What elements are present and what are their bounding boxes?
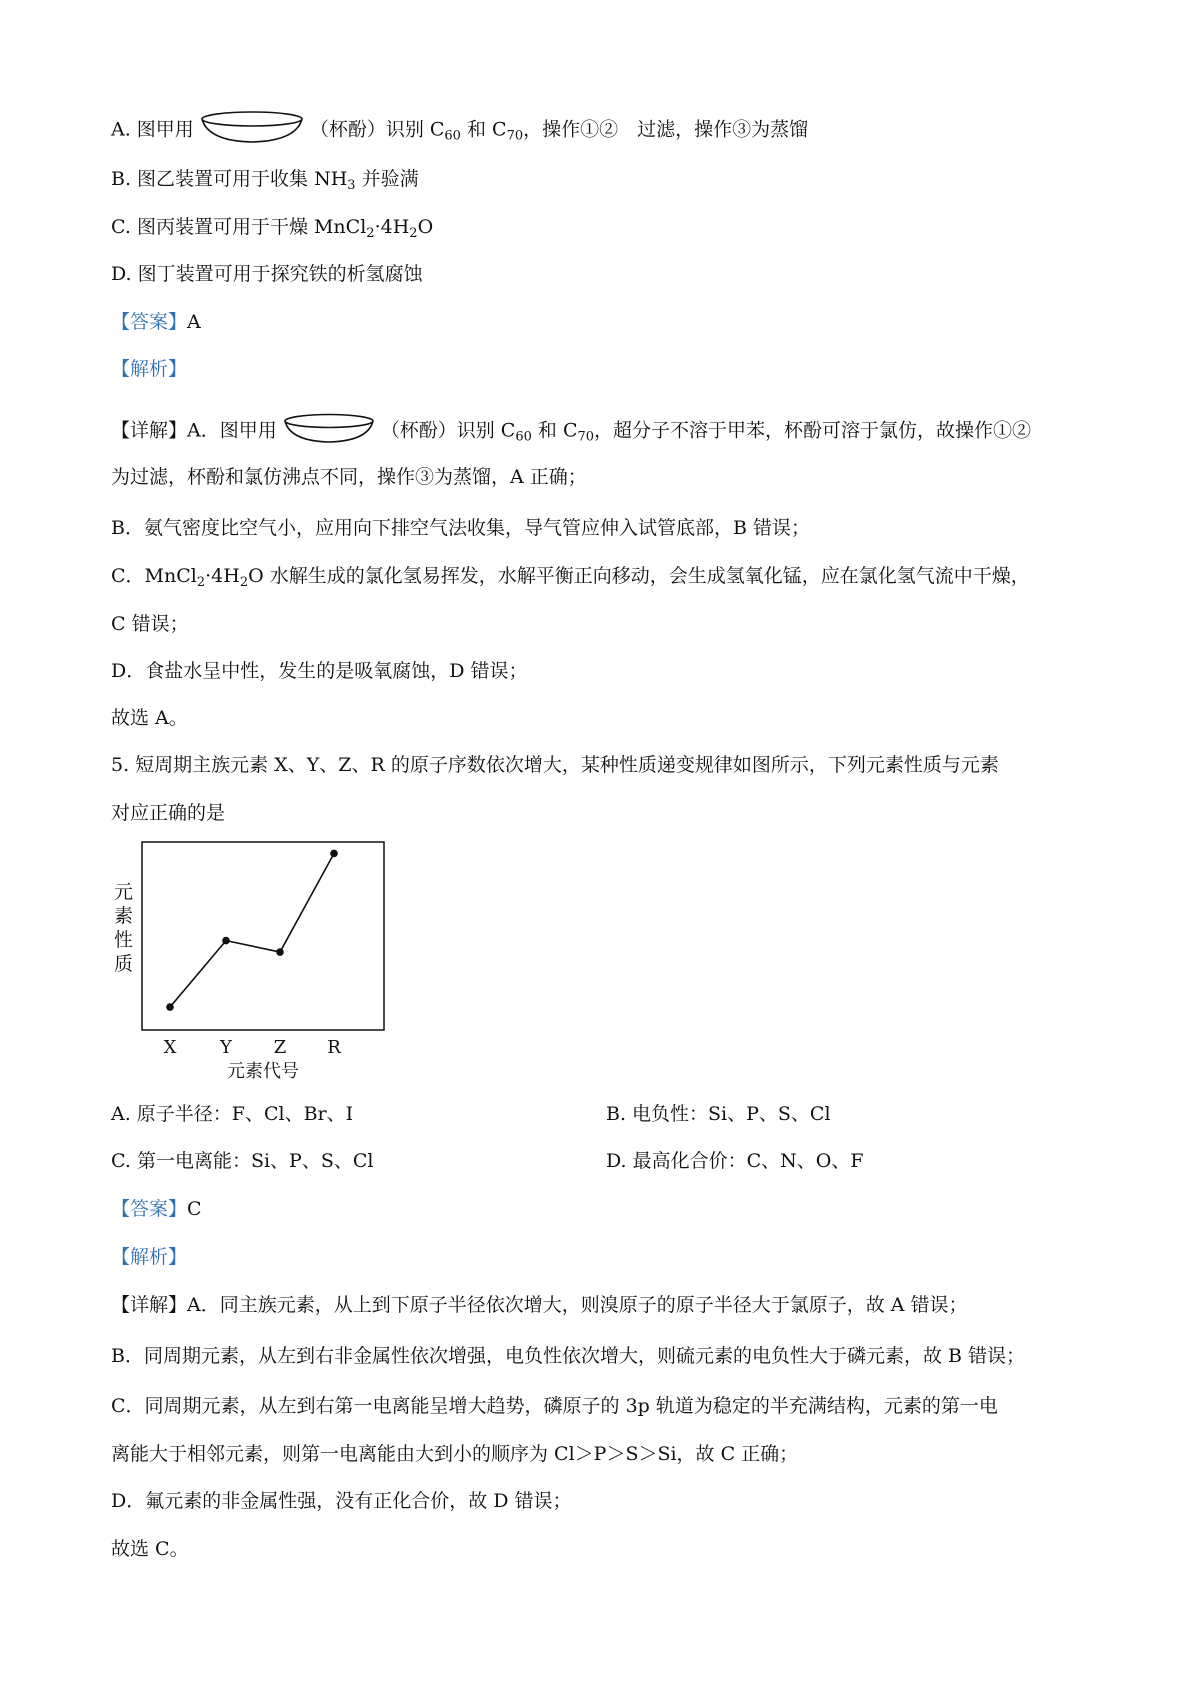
q4-detail-line-5: C 错误； [111, 613, 189, 635]
y-axis-label-char: 素 [114, 905, 134, 927]
data-point-X [166, 1003, 174, 1011]
q4-detail-line-6: D．食盐水呈中性，发生的是吸氧腐蚀，D 错误； [111, 660, 528, 682]
plot-frame [142, 842, 384, 1030]
y-axis-label-char: 质 [114, 953, 134, 975]
y-axis-label-char: 性 [114, 929, 134, 951]
answer-label: 【答案】 [111, 1198, 188, 1220]
q4-detail-line-3: B．氨气密度比空气小，应用向下排空气法收集，导气管应伸入试管底部，B 错误； [111, 517, 810, 539]
q4-option-a: A. 图甲用 （杯酚）识别 $C_{60}$ 和 $C_{70}$，操作①② 过滤，操作③为蒸馏 [111, 109, 808, 152]
q5-detail-line-4: 离能大于相邻元素，则第一电离能由大到小的顺序为 Cl＞P＞S＞Si，故 C 正确； [111, 1443, 799, 1465]
data-point-Z [276, 948, 284, 956]
q4-detail-line-1: 【详解】A．图甲用 （杯酚）识别 $C_{60}$ 和 $C_{70}$，超分子不溶于甲苯，杯酚可溶于氯仿，故操作①② [111, 411, 1031, 452]
q5-answer [111, 1196, 202, 1222]
data-point-R [330, 850, 338, 858]
answer-value: C [187, 1198, 202, 1220]
q4-option-b: B. 图乙装置可用于收集 $NH_3$ 并验满 [111, 168, 419, 193]
element-property-chart [108, 838, 408, 1083]
series-polyline [170, 853, 334, 1007]
q5-option-d: D. 最高化合价：C、N、O、F [606, 1150, 864, 1172]
q5-stem-line-1: 5. 短周期主族元素 X、Y、Z、R 的原子序数依次增大，某种性质递变规律如图所示，下列元素性质与元素 [111, 754, 999, 776]
q4-detail-line-4: C．$MnCl_2\cdot 4H_2O$ 水解生成的氯化氢易挥发，水解平衡正向移动，会生成氢氧化锰，应在氯化氢气流中干燥， [111, 565, 1030, 590]
q4-analysis-label: 【解析】 [111, 358, 188, 380]
q5-detail-line-6: 故选 C。 [111, 1538, 189, 1560]
q4-detail-line-2: 为过滤，杯酚和氯仿沸点不同，操作③为蒸馏，A 正确； [111, 466, 587, 488]
q4-answer [111, 309, 201, 335]
x-tick-label: Y [220, 1037, 232, 1058]
data-point-Y [222, 937, 230, 945]
x-tick-label: X [163, 1037, 177, 1058]
q5-stem-line-2: 对应正确的是 [111, 802, 226, 824]
series-line [166, 850, 338, 1011]
q5-detail-line-3: C．同周期元素，从左到右第一电离能呈增大趋势，磷原子的 3p 轨道为稳定的半充满结构，元素的第一电 [111, 1395, 998, 1417]
x-tick-labels [164, 1037, 342, 1058]
q5-option-c: C. 第一电离能：Si、P、S、Cl [111, 1150, 374, 1172]
y-axis-label-char: 元 [114, 881, 134, 903]
y-axis-label [114, 881, 133, 975]
q4-option-c: C. 图丙装置可用于干燥 $MnCl_2\cdot 4H_2O$ [111, 216, 434, 241]
calixarene-cup-icon [198, 109, 306, 152]
x-tick-label: Z [273, 1037, 287, 1058]
q5-detail-line-2: B．同周期元素，从左到右非金属性依次增强，电负性依次增大，则硫元素的电负性大于磷元素，故 B 错误； [111, 1345, 1026, 1367]
q4-detail-line-7: 故选 A。 [111, 707, 188, 729]
q5-analysis-label: 【解析】 [111, 1246, 188, 1268]
x-tick-label: R [327, 1037, 341, 1058]
q5-detail-line-5: D．氟元素的非金属性强，没有正化合价，故 D 错误； [111, 1490, 572, 1512]
answer-label: 【答案】 [111, 311, 188, 333]
q5-detail-line-1: 【详解】A．同主族元素，从上到下原子半径依次增大，则溴原子的原子半径大于氯原子，故 A 错误； [111, 1294, 968, 1316]
answer-value: A [187, 311, 201, 333]
x-axis-label: 元素代号 [227, 1061, 299, 1082]
q5-option-b: B. 电负性：Si、P、S、Cl [606, 1103, 831, 1125]
q4-option-d: D. 图丁装置可用于探究铁的析氢腐蚀 [111, 263, 423, 285]
q5-option-a: A. 原子半径：F、Cl、Br、I [111, 1103, 354, 1125]
calixarene-cup-icon [281, 411, 377, 452]
